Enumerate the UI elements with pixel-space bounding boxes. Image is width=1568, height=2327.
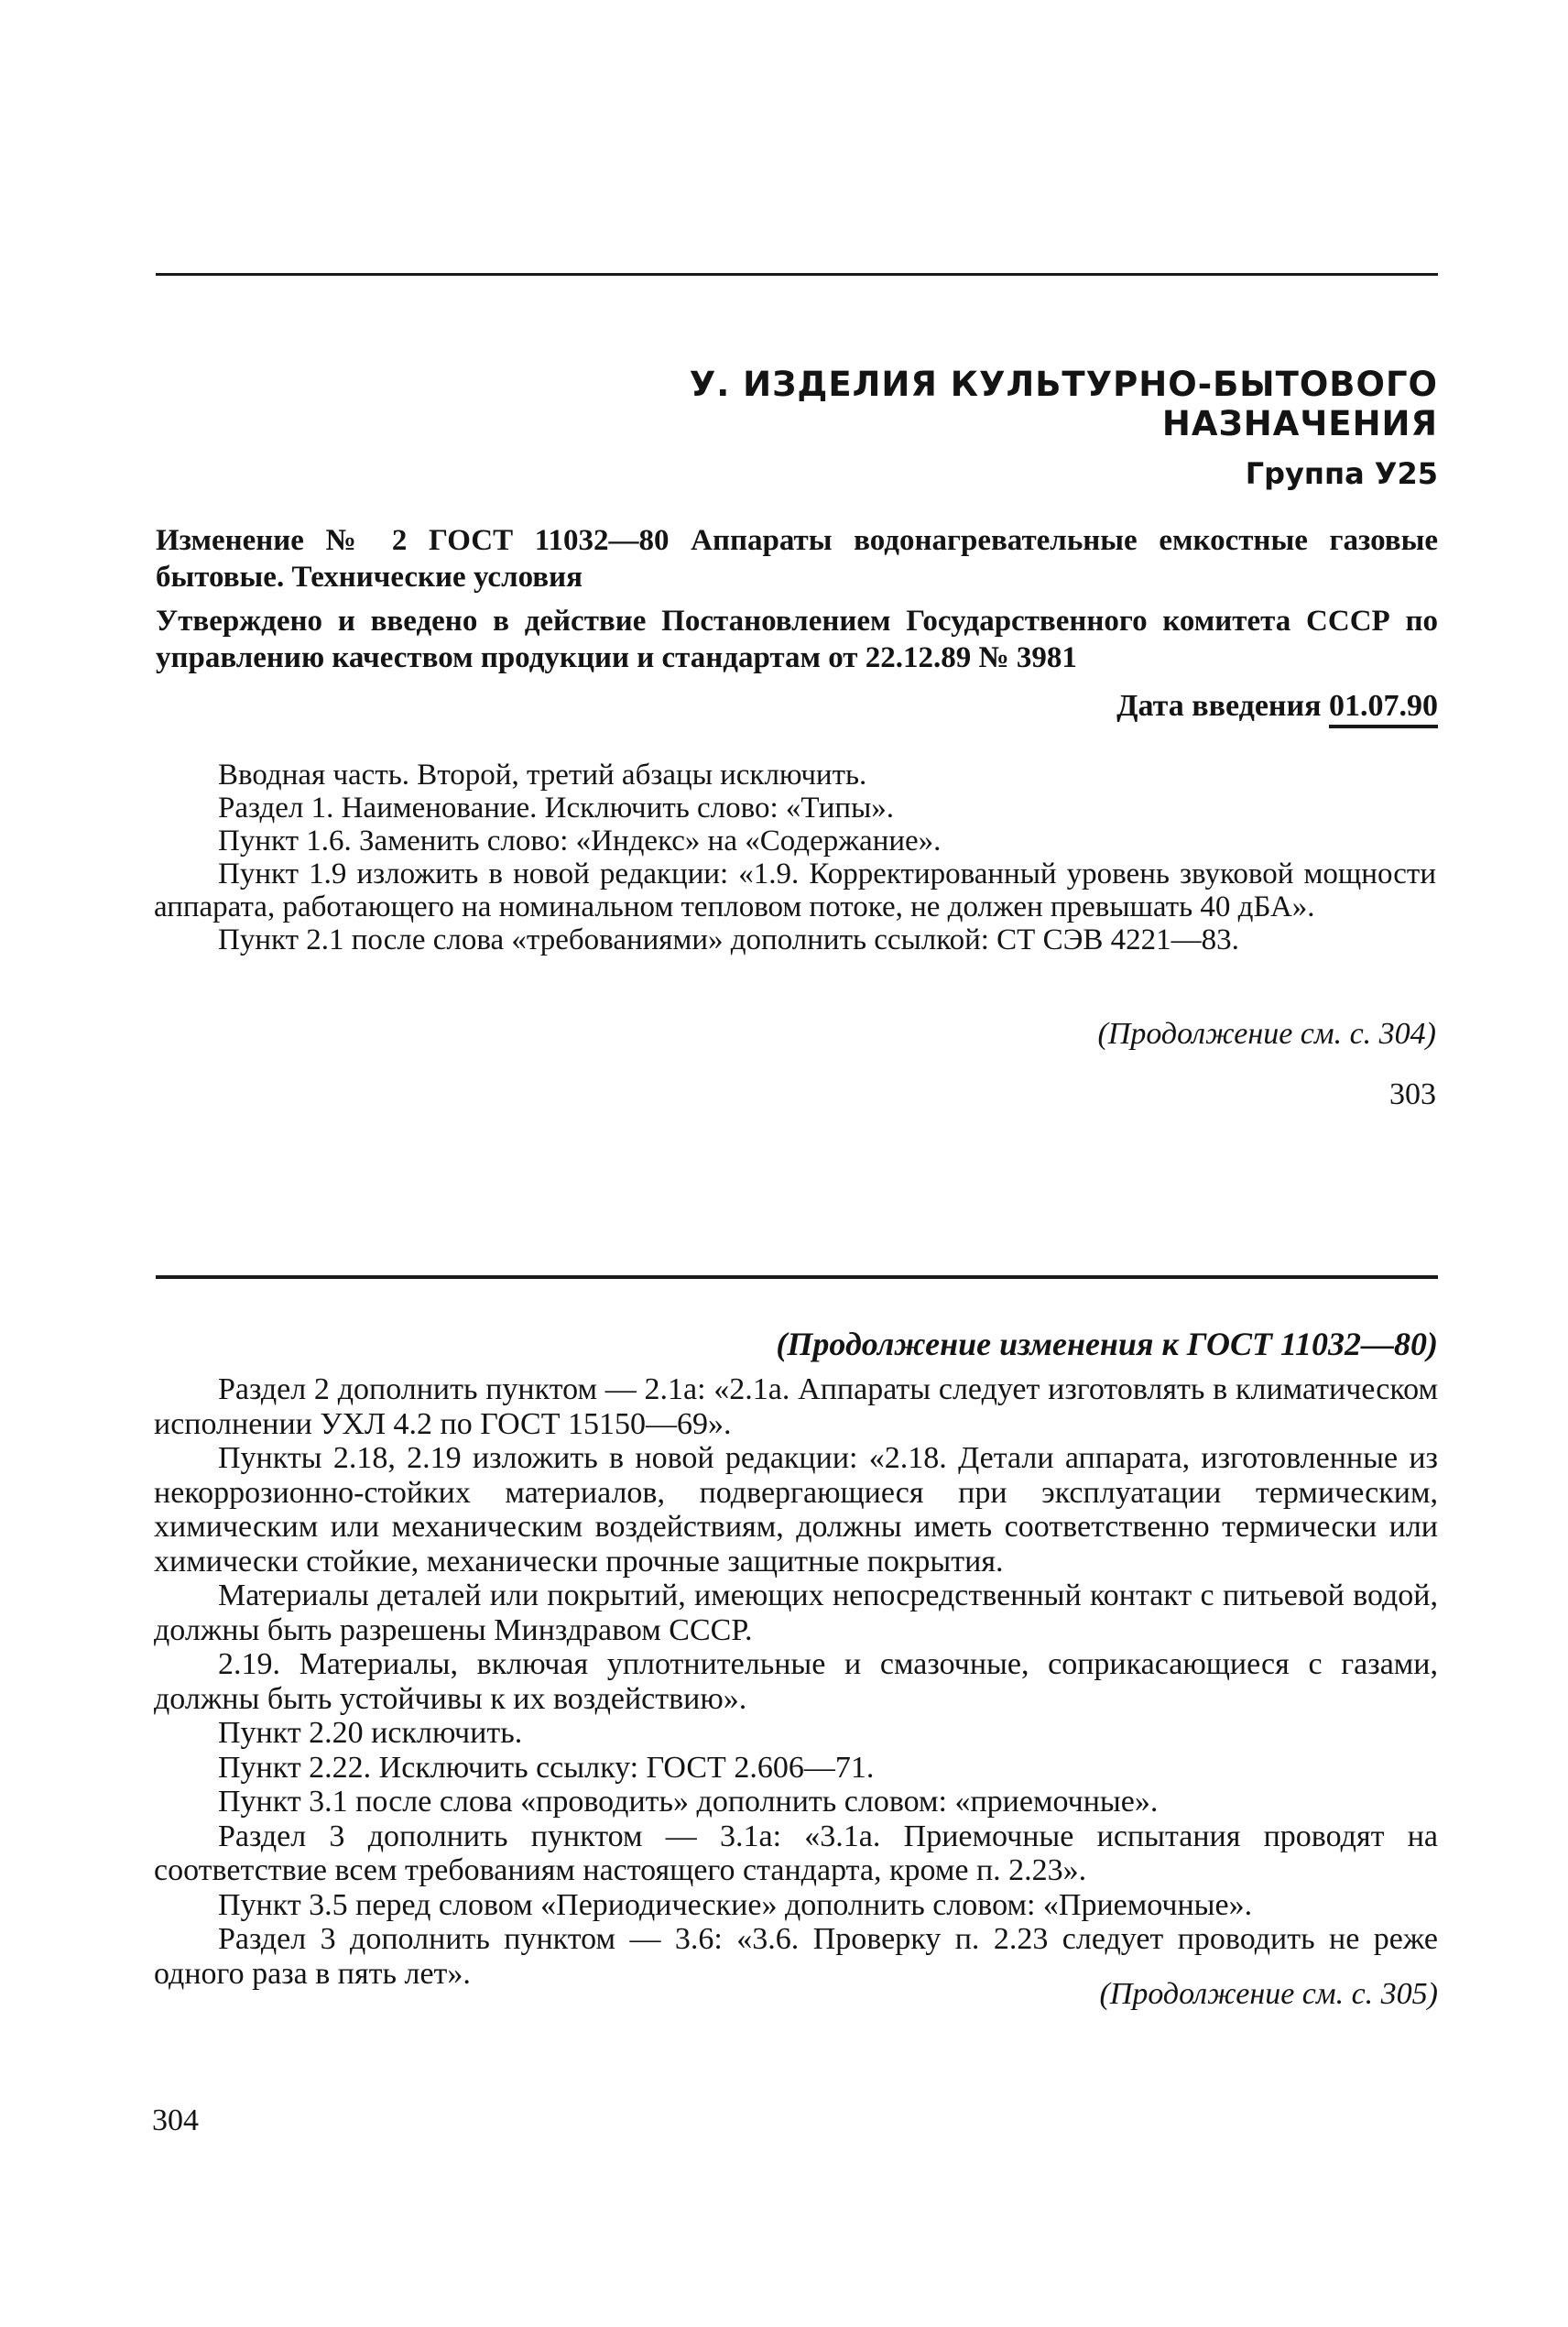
paragraph: Раздел 3 дополнить пунктом — 3.1а: «3.1а. Приемочные испытания проводят на соответствие всем требованиям настоящего стандарта, кроме п. 2.23». [154,1819,1438,1887]
paragraph: Раздел 1. Наименование. Исключить слово: «Типы». [218,792,895,825]
paragraph: Пункт 1.6. Заменить слово: «Индекс» на «Содержание». [218,825,942,858]
continuation-header: (Продолжение изменения к ГОСТ 11032—80) [776,1326,1438,1362]
paragraph: Пункт 2.20 исключить. [218,1716,523,1750]
approval-statement: Утверждено и введено в действие Постановлением Государственного комитета СССР по управлению качеством продукции и стандартам от 22.12.89 № 3981 [156,605,1438,674]
paragraph: Раздел 2 дополнить пунктом — 2.1а: «2.1а. Аппараты следует изготовлять в климатическом исполнении УХЛ 4.2 по ГОСТ 15150—69». [154,1372,1438,1441]
page-number: 304 [152,2103,199,2137]
top-rule [156,273,1438,276]
group-code: Группа У25 [1245,456,1438,491]
paragraph: Материалы деталей или покрытий, имеющих непосредственный контакт с питьевой водой, должны быть разрешены Минздравом СССР. [154,1579,1438,1647]
page-divider-rule [156,1275,1438,1279]
continuation-note: (Продолжение см. с. 304) [1097,1017,1436,1051]
page303-body [154,759,1436,956]
paragraph: Пункт 3.5 перед словом «Периодические» дополнить словом: «Приемочные». [218,1887,1253,1922]
paragraph: Вводная часть. Второй, третий абзацы исключить. [218,759,867,792]
continuation-note: (Продолжение см. с. 305) [1099,1977,1438,2011]
effective-date [916,689,1438,724]
date-label: Дата введения [1116,689,1322,723]
paragraph: Пункт 3.1 после слова «проводить» дополнить словом: «приемочные». [218,1785,1159,1819]
paragraph: Пункт 2.22. Исключить ссылку: ГОСТ 2.606—71. [218,1750,875,1785]
page-number: 303 [1389,1077,1436,1111]
paragraph: Раздел 3 дополнить пунктом — 3.6: «3.6. Проверку п. 2.23 следует проводить не реже одного раза в пять лет». [154,1922,1438,1991]
section-title: У. ИЗДЕЛИЯ КУЛЬТУРНО-БЫТОВОГО НАЗНАЧЕНИЯ [689,365,1438,443]
paragraph: Пункт 1.9 изложить в новой редакции: «1.9. Корректированный уровень звуковой мощности аппарата, работающего на номинальном тепловом потоке, не должен превышать 40 дБА». [154,858,1436,923]
date-value: 01.07.90 [1329,689,1438,728]
paragraph: 2.19. Материалы, включая уплотнительные и смазочные, соприкасающиеся с газами, должны быть устойчивы к их воздействию». [154,1647,1438,1716]
change-title: Изменение № 2 ГОСТ 11032—80 Аппараты водонагревательные емкостные газовые бытовые. Технические условия [156,524,1438,594]
paragraph: Пункт 2.1 после слова «требованиями» дополнить ссылкой: СТ СЭВ 4221—83. [218,923,1239,956]
paragraph: Пункты 2.18, 2.19 изложить в новой редакции: «2.18. Детали аппарата, изготовленные из некоррозионно-стойких материалов, подвергающиеся при эксплуатации термическим, химическим или механическим воздействиям, должны иметь соответственно термически или химически стойкие, механически прочные защитные покрытия. [154,1441,1438,1579]
page304-body [154,1372,1438,1991]
